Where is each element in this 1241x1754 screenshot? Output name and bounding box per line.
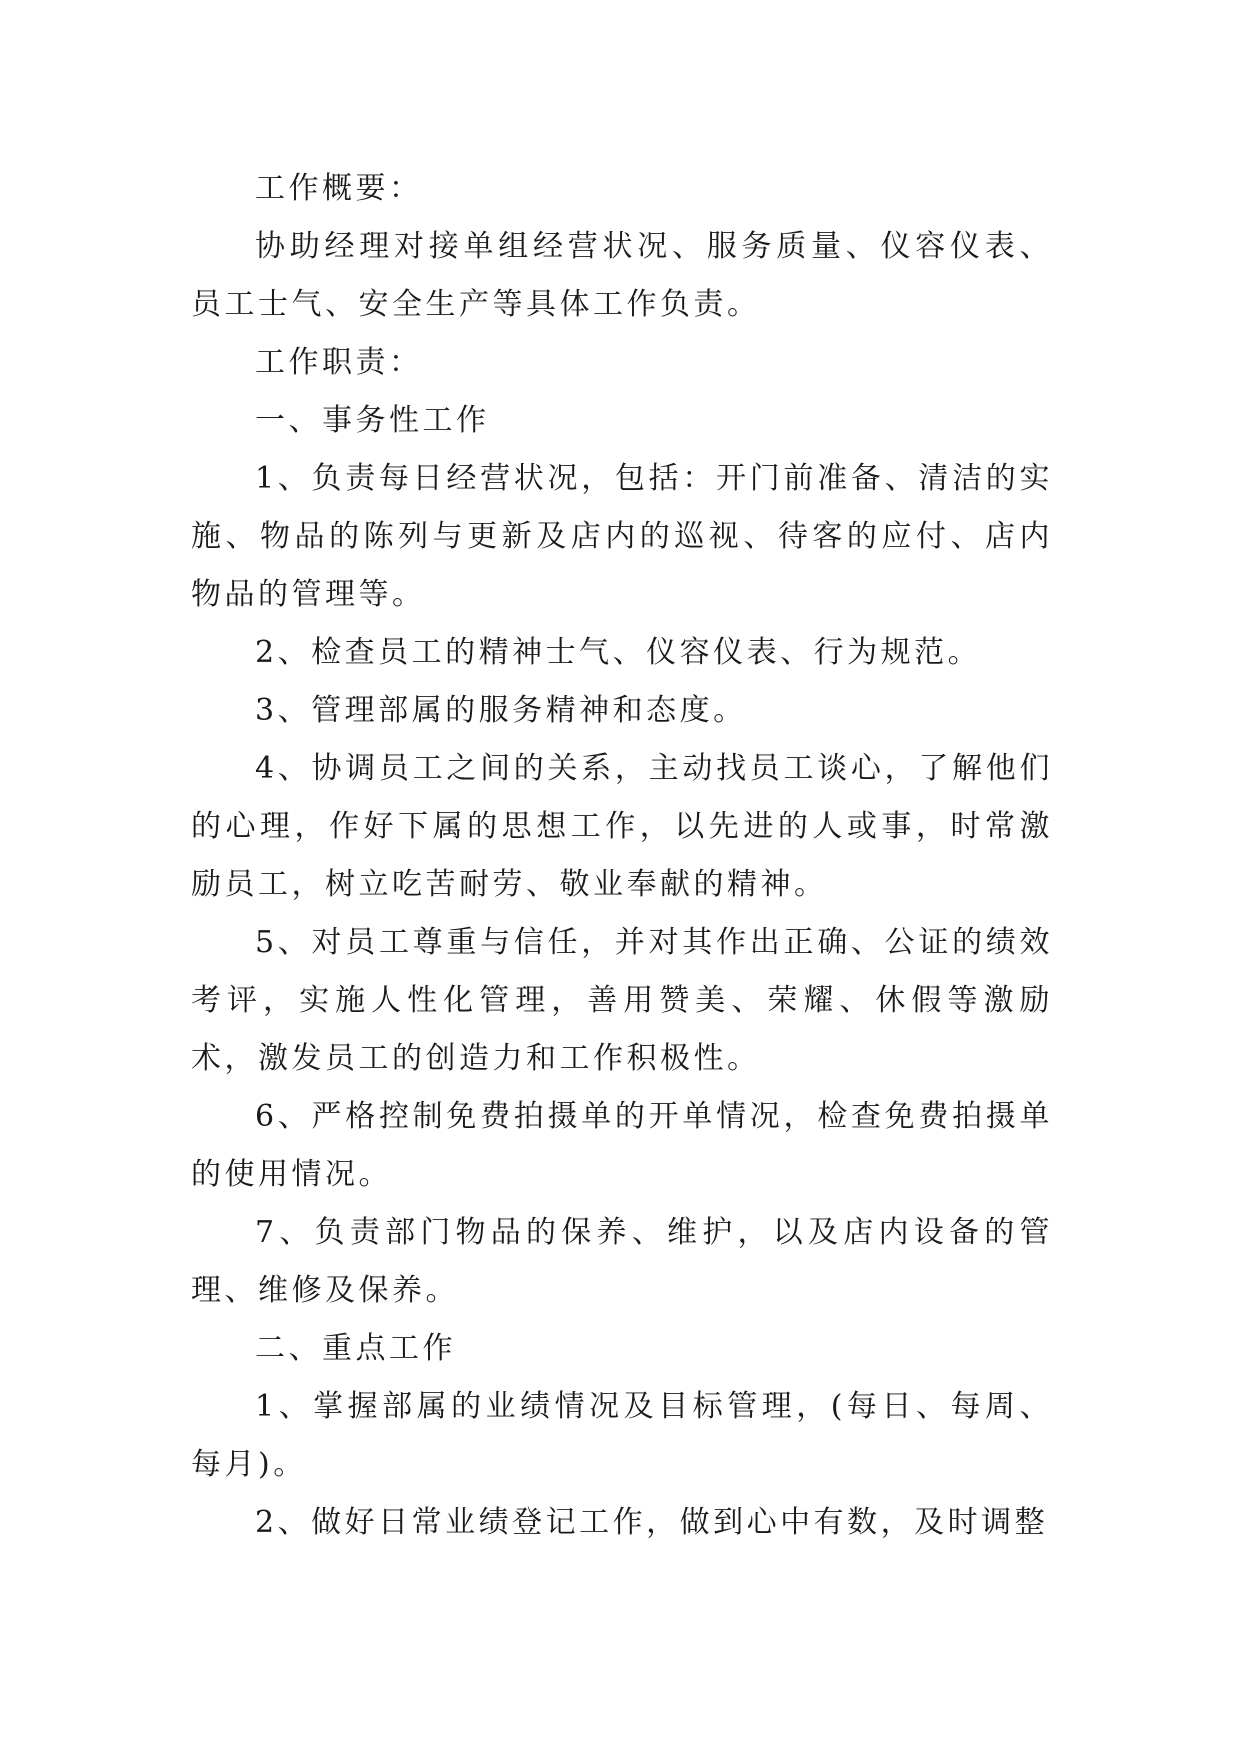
subheading-routine-work: 一、事务性工作 <box>255 403 490 438</box>
section-heading-duties: 工作职责： <box>255 345 423 380</box>
section-heading-summary: 工作概要： <box>255 171 423 206</box>
duty-item-5: 5、对员工尊重与信任，并对其作出正确、公证的绩效考评，实施人性化管理，善用赞美、荣耀、休假等激励术，激发员工的创造力和工作积极性。 <box>191 925 1053 1076</box>
duty-item-2: 2、检查员工的精神士气、仪容仪表、行为规范。 <box>255 635 982 670</box>
duty-item-1: 1、负责每日经营状况，包括：开门前准备、清洁的实施、物品的陈列与更新及店内的巡视、待客的应付、店内物品的管理等。 <box>191 461 1053 612</box>
duty-item-3: 3、管理部属的服务精神和态度。 <box>255 693 747 728</box>
duty-item-6: 6、严格控制免费拍摄单的开单情况，检查免费拍摄单的使用情况。 <box>191 1099 1053 1192</box>
duty-item-4: 4、协调员工之间的关系，主动找员工谈心，了解他们的心理，作好下属的思想工作，以先进的人或事，时常激励员工，树立吃苦耐劳、敬业奉献的精神。 <box>191 751 1053 902</box>
key-item-1: 1、掌握部属的业绩情况及目标管理，(每日、每周、每月)。 <box>191 1389 1053 1482</box>
document-body <box>191 160 1053 1552</box>
key-item-2: 2、做好日常业绩登记工作，做到心中有数，及时调整 <box>255 1505 1049 1540</box>
duty-item-7: 7、负责部门物品的保养、维护，以及店内设备的管理、维修及保养。 <box>191 1215 1053 1308</box>
summary-paragraph: 协助经理对接单组经营状况、服务质量、仪容仪表、员工士气、安全生产等具体工作负责。 <box>191 229 1053 322</box>
subheading-key-work: 二、重点工作 <box>255 1331 456 1366</box>
